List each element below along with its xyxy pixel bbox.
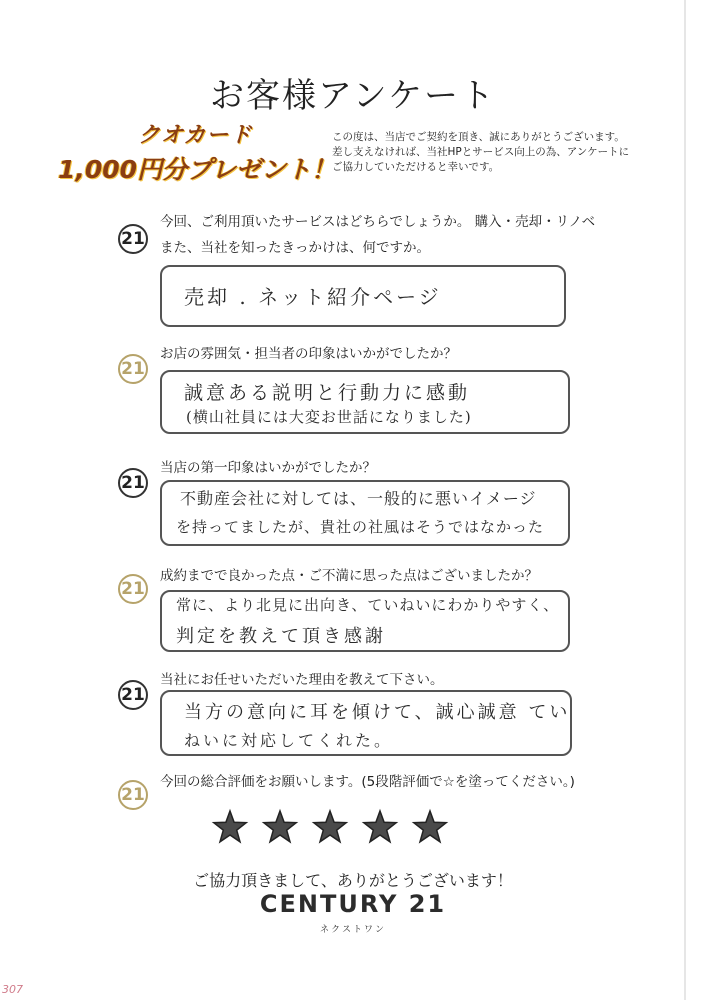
page-title: お客様アンケート xyxy=(210,76,496,116)
question-1-line-1: 今回、ご利用頂いたサービスはどちらでしょうか。 購入・売却・リノベ xyxy=(160,214,596,230)
answer-box-5[interactable] xyxy=(160,690,572,756)
answer-box-1[interactable] xyxy=(160,265,566,327)
century21-logo-icon: 21 xyxy=(118,354,148,384)
answer-5-line-1: 当方の意向に耳を傾けて、誠心誠意 てい xyxy=(184,702,571,723)
answer-3-line-1: 不動産会社に対しては、一般的に悪いイメージ xyxy=(180,489,537,508)
question-1-line-2: また、当社を知ったきっかけは、何ですか。 xyxy=(160,240,430,256)
answer-box-4[interactable] xyxy=(160,590,570,652)
question-2-line-1: お店の雰囲気・担当者の印象はいかがでしたか？ xyxy=(160,346,457,362)
answer-4-line-1: 常に、より北見に出向き、ていねいにわかりやすく、 xyxy=(176,596,560,614)
intro-line: ご協力していただけると幸いです。 xyxy=(332,161,500,173)
question-6-line-1: 今回の総合評価をお願いします。(5段階評価で☆を塗ってください。) xyxy=(160,774,575,790)
question-4-line-1: 成約までで良かった点・ご不満に思った点はございましたか？ xyxy=(160,568,538,584)
promo-line-2: 1,000円分プレゼント！ xyxy=(58,155,337,184)
star-icon[interactable] xyxy=(364,811,396,842)
star-icon[interactable] xyxy=(414,811,446,842)
intro-text xyxy=(332,130,672,175)
star-icon[interactable] xyxy=(264,811,296,842)
question-3-line-1: 当店の第一印象はいかがでしたか？ xyxy=(160,460,376,476)
century21-logo-icon: 21 xyxy=(118,224,148,254)
star-icon[interactable] xyxy=(314,811,346,842)
closing-message: ご協力頂きまして、ありがとうございます！ xyxy=(193,871,513,890)
century21-logo-icon: 21 xyxy=(118,574,148,604)
answer-5-line-2: ねいに対応してくれた。 xyxy=(184,731,394,750)
century21-logo-icon: 21 xyxy=(118,680,148,710)
intro-line: 差し支えなければ、当社HPとサービス向上の為、アンケートに xyxy=(332,146,630,158)
rating-stars xyxy=(205,808,465,848)
brand-logo: CENTURY 21 xyxy=(259,890,447,918)
answer-1-line-1: 売却 . ネット紹介ページ xyxy=(184,285,442,309)
answer-box-2[interactable] xyxy=(160,370,570,434)
answer-3-line-2: を持ってましたが、貴社の社風はそうではなかった xyxy=(176,518,545,536)
brand-subtitle: ネクストワン xyxy=(320,925,386,935)
answer-4-line-2: 判定を教えて頂き感謝 xyxy=(176,626,386,647)
century21-logo-icon: 21 xyxy=(118,780,148,810)
question-5-line-1: 当社にお任せいただいた理由を教えて下さい。 xyxy=(160,672,444,688)
promo-line-1: クオカード xyxy=(138,123,253,148)
intro-line: この度は、当店でご契約を頂き、誠にありがとうございます。 xyxy=(332,131,625,143)
page-number-stamp: 307 xyxy=(2,983,23,996)
answer-2-line-1: 誠意ある説明と行動力に感動 xyxy=(184,382,471,404)
answer-box-3[interactable] xyxy=(160,480,570,546)
star-icon[interactable] xyxy=(214,811,246,842)
page-edge-line xyxy=(684,0,686,1000)
century21-logo-icon: 21 xyxy=(118,468,148,498)
answer-2-line-2: (横山社員には大変お世話になりました) xyxy=(186,408,472,426)
